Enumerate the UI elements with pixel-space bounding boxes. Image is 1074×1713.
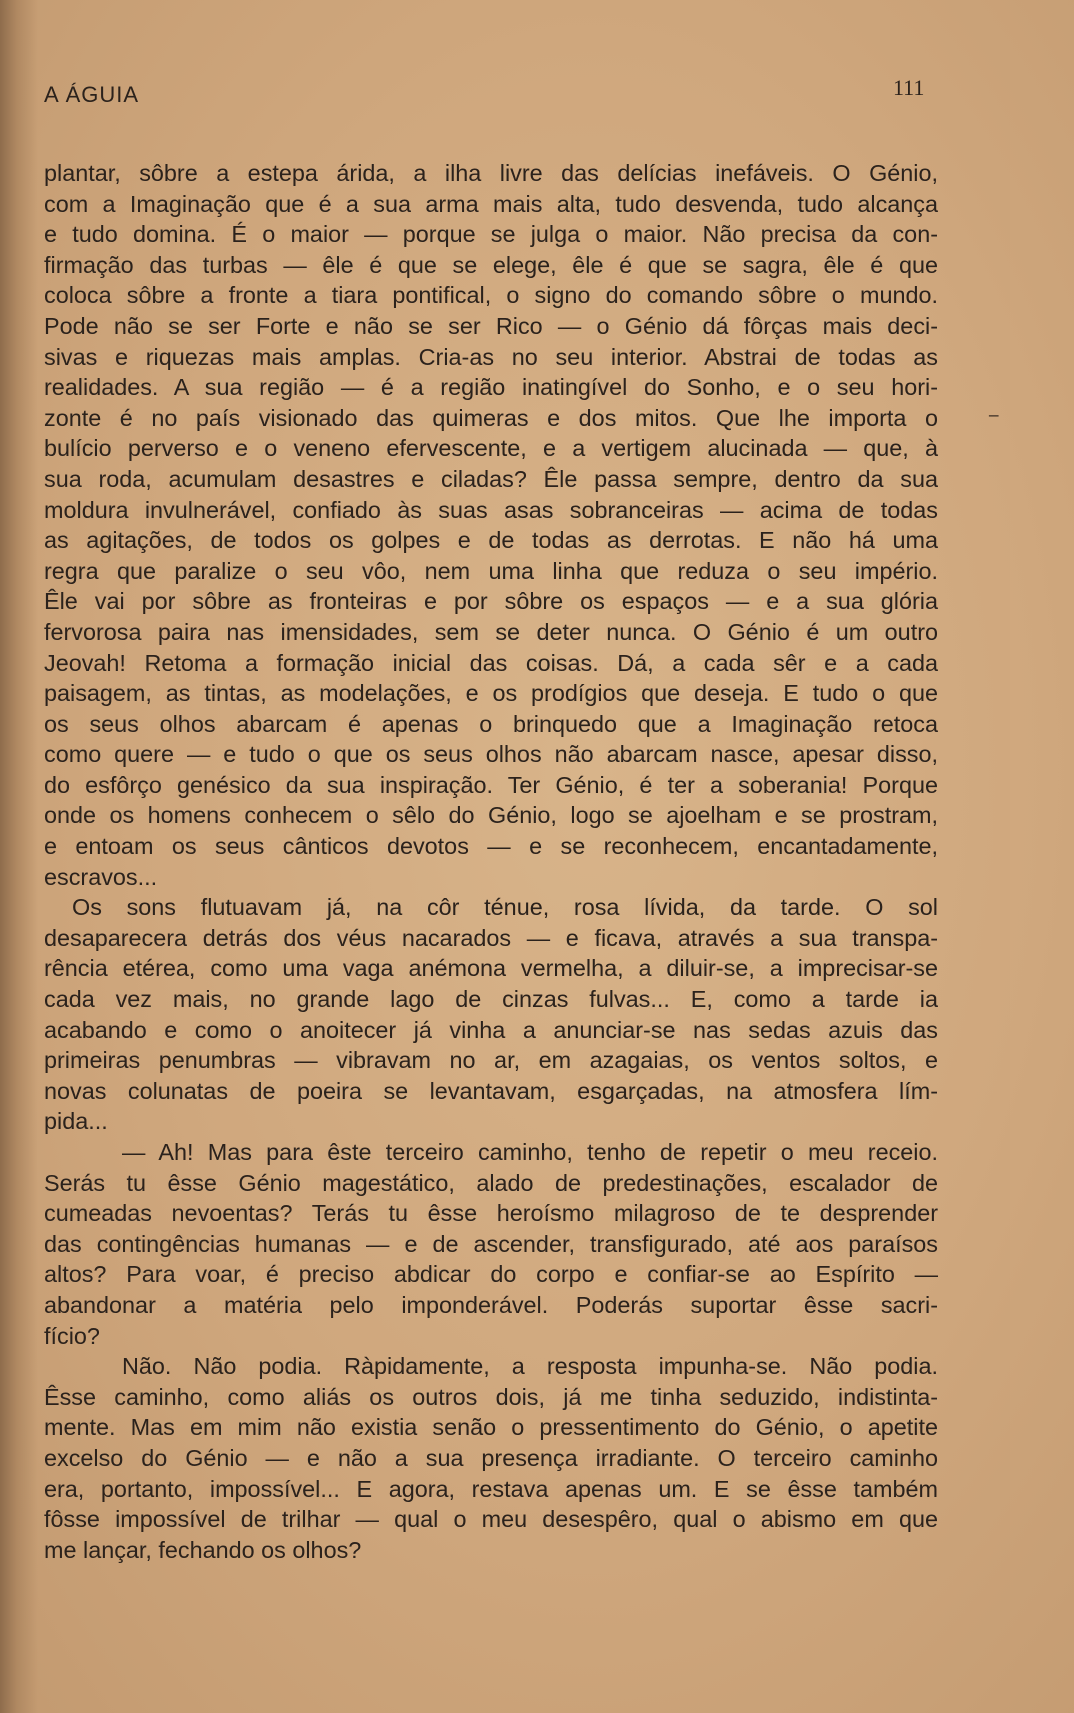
text-line: novas colunatas de poeira se levantavam, esgarçadas, na atmosfera lím-	[44, 1077, 938, 1104]
text-line: fício?	[44, 1322, 100, 1349]
text-line: firmação das turbas — êle é que se elege, êle é que se sagra, êle é que	[44, 251, 938, 278]
text-line: rência etérea, como uma vaga anémona vermelha, a diluir-se, a imprecisar-se	[44, 955, 938, 982]
text-line: e entoam os seus cânticos devotos — e se reconhecem, encantadamente,	[44, 833, 938, 860]
text-line: acabando e como o anoitecer já vinha a anunciar-se nas sedas azuis das	[44, 1016, 938, 1043]
text-line: — Ah! Mas para êste terceiro caminho, tenho de repetir o meu receio.	[122, 1139, 938, 1165]
text-line: primeiras penumbras — vibravam no ar, em azagaias, os ventos soltos, e	[44, 1047, 938, 1074]
text-line: com a Imaginação que é a sua arma mais alta, tudo desvenda, tudo alcança	[44, 190, 938, 217]
text-line: coloca sôbre a fronte a tiara pontifical, o signo do comando sôbre o mundo.	[44, 282, 938, 309]
text-line: as agitações, de todos os golpes e de todas as derrotas. E não há uma	[44, 527, 938, 554]
text-line: fôsse impossível de trilhar — qual o meu desespêro, qual o abismo em que	[44, 1506, 938, 1533]
text-line: altos? Para voar, é preciso abdicar do corpo e confiar-se ao Espírito —	[44, 1261, 938, 1288]
text-line: Êsse caminho, como aliás os outros dois, já me tinha seduzido, indistinta-	[44, 1383, 938, 1410]
text-line: moldura invulnerável, confiado às suas asas sobranceiras — acima de todas	[44, 496, 938, 523]
text-line: desaparecera detrás dos véus nacarados — e ficava, através a sua transpa-	[44, 924, 938, 951]
text-line: bulício perverso e o veneno efervescente, e a vertigem alucinada — que, à	[44, 435, 938, 462]
text-line: Não. Não podia. Ràpidamente, a resposta impunha-se. Não podia.	[122, 1353, 938, 1380]
text-line: plantar, sôbre a estepa árida, a ilha livre das delícias inefáveis. O Génio,	[44, 160, 938, 186]
text-line: Êle vai por sôbre as fronteiras e por sôbre os espaços — e a sua glória	[44, 588, 938, 615]
text-line: Jeovah! Retoma a formação inicial das coisas. Dá, a cada sêr e a cada	[44, 649, 938, 676]
text-line: zonte é no país visionado das quimeras e dos mitos. Que lhe importa o	[44, 404, 938, 431]
text-line: fervorosa paira nas imensidades, sem se deter nunca. O Génio é um outro	[44, 618, 938, 645]
text-line: paisagem, as tintas, as modelações, e os prodígios que deseja. E tudo o que	[44, 680, 938, 707]
text-line: mente. Mas em mim não existia senão o pressentimento do Génio, o apetite	[44, 1414, 938, 1441]
text-line: como quere — e tudo o que os seus olhos não abarcam nasce, apesar disso,	[44, 741, 938, 768]
text-line: pida...	[44, 1108, 108, 1135]
text-line: e tudo domina. É o maior — porque se julga o maior. Não precisa da con-	[44, 221, 938, 248]
text-line: cumeadas nevoentas? Terás tu êsse heroísmo milagroso de te desprender	[44, 1200, 938, 1227]
page-number: 111	[893, 75, 925, 100]
text-line: do esfôrço genésico da sua inspiração. Ter Génio, é ter a soberania! Porque	[44, 771, 938, 798]
text-line: regra que paralize o seu vôo, nem uma linha que reduza o seu império.	[44, 557, 938, 584]
text-line: escravos...	[44, 863, 158, 890]
text-line: excelso do Génio — e não a sua presença irradiante. O terceiro caminho	[44, 1444, 938, 1471]
running-head: A ÁGUIA	[44, 82, 140, 107]
text-line: Os sons flutuavam já, na côr ténue, rosa lívida, da tarde. O sol	[72, 894, 938, 921]
text-line: sua roda, acumulam desastres e ciladas? Êle passa sempre, dentro da sua	[44, 465, 938, 492]
binding-shadow	[0, 0, 38, 1713]
text-line: cada vez mais, no grande lago de cinzas fulvas... E, como a tarde ia	[44, 986, 938, 1013]
text-line: abandonar a matéria pelo imponderável. Poderás suportar êsse sacri-	[44, 1291, 938, 1318]
text-line: onde os homens conhecem o sêlo do Génio, logo se ajoelham e se prostram,	[44, 802, 938, 829]
text-line: das contingências humanas — e de ascender, transfigurado, até aos paraísos	[44, 1230, 938, 1257]
text-line: era, portanto, impossível... E agora, restava apenas um. E se êsse também	[44, 1475, 938, 1502]
text-line: sivas e riquezas mais amplas. Cria-as no seu interior. Abstrai de todas as	[44, 343, 938, 370]
text-line: Serás tu êsse Génio magestático, alado de predestinações, escalador de	[44, 1169, 938, 1196]
stray-mark: ‒	[988, 405, 1000, 426]
text-line: realidades. A sua região — é a região inatingível do Sonho, e o seu hori-	[44, 374, 938, 401]
body-text	[44, 158, 938, 1565]
text-line: me lançar, fechando os olhos?	[44, 1536, 362, 1563]
text-line: Pode não se ser Forte e não se ser Rico — o Génio dá fôrças mais deci-	[44, 312, 938, 339]
text-line: os seus olhos abarcam é apenas o brinquedo que a Imaginação retoca	[44, 710, 938, 737]
